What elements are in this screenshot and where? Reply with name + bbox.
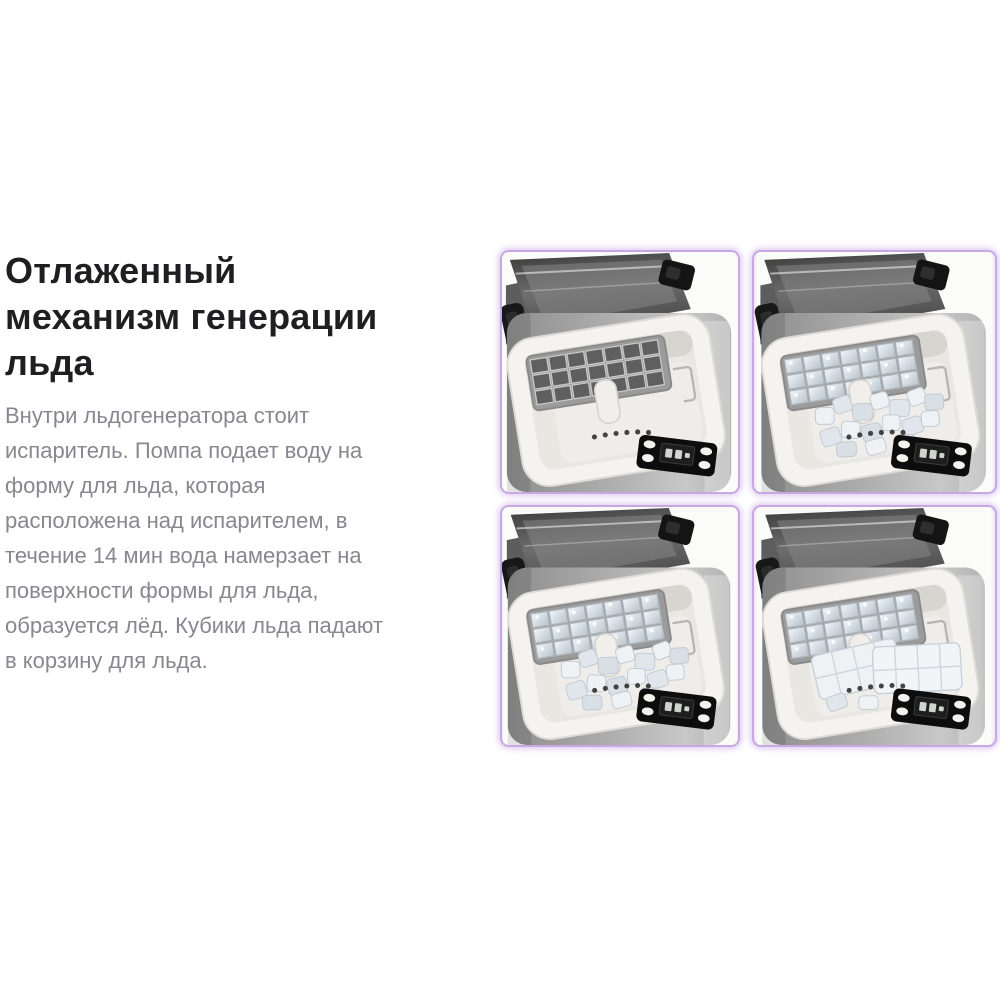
- description-line: в корзину для льда.: [5, 648, 208, 673]
- description-line: испаритель. Помпа подает воду на: [5, 438, 363, 463]
- photo-ice-maker-empty-tray: [500, 250, 740, 494]
- product-photo-illustration: [754, 252, 995, 492]
- title-line: льда: [5, 342, 94, 383]
- section-title: [5, 248, 485, 386]
- product-photo-illustration: [502, 252, 738, 492]
- description-line: Внутри льдогенератора стоит: [5, 403, 310, 428]
- description-line: течение 14 мин вода намерзает на: [5, 543, 362, 568]
- description-line: расположена над испарителем, в: [5, 508, 348, 533]
- photo-ice-maker-ice-slabs: [752, 505, 997, 747]
- product-description: [5, 248, 485, 673]
- photo-ice-maker-ice-in-basket: [752, 250, 997, 494]
- title-line: Отлаженный: [5, 250, 237, 291]
- description-line: образуется лёд. Кубики льда падают: [5, 613, 383, 638]
- product-photo-illustration: [502, 507, 738, 745]
- description-line: поверхности формы для льда,: [5, 578, 319, 603]
- description-line: форму для льда, которая: [5, 473, 266, 498]
- product-photo-illustration: [754, 507, 995, 745]
- description-text: [5, 398, 383, 678]
- photo-ice-maker-ice-in-basket-2: [500, 505, 740, 747]
- title-line: механизм генерации: [5, 296, 378, 337]
- photo-grid: [500, 250, 997, 747]
